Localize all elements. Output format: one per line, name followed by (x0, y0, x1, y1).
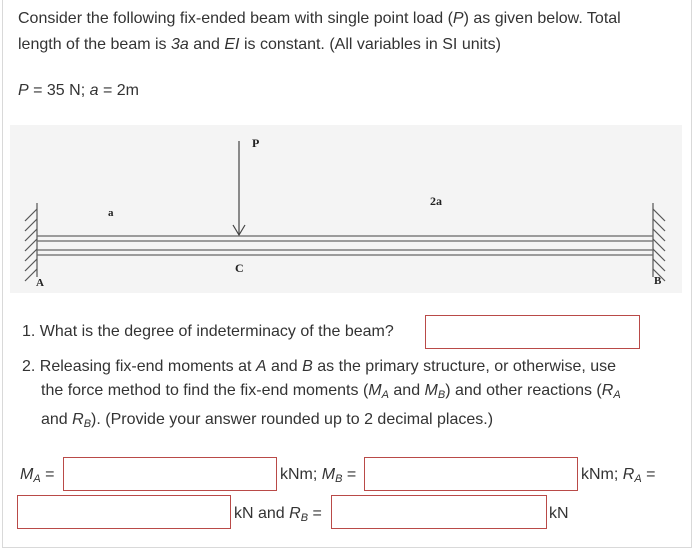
rb-input[interactable] (331, 495, 547, 529)
support-b-label: B (654, 275, 662, 287)
given-values: P = 35 N; a = 2m (18, 82, 139, 99)
mb-label: kNm; $M_B$ = (280, 466, 357, 485)
rb-unit: kN (549, 505, 569, 522)
ma-label: $M_A$ = (20, 466, 55, 485)
rb-label: kN and $R_B$ = (234, 505, 322, 524)
intro-line-2: length of the beam is 3a and EI is constant. (All variables in SI units) (18, 36, 501, 53)
question-1-text: 1. What is the degree of indeterminacy of the beam? (22, 323, 394, 340)
ra-input[interactable] (17, 495, 231, 529)
span-label-2a: 2a (430, 194, 442, 208)
question-2-line-1: 2. Releasing fix-end moments at A and B as the primary structure, or otherwise, use (22, 358, 617, 375)
point-c-label: C (235, 261, 244, 275)
ra-label: kNm; $R_A$ = (581, 466, 656, 485)
question-2-line-2: the force method to find the fix-end moments ($M_A$ and $M_B$) and other reactions ($R_A$ (41, 382, 621, 401)
load-label: P (252, 136, 260, 150)
ma-input[interactable] (63, 457, 277, 491)
mb-input[interactable] (364, 457, 578, 491)
question-2-line-3: and $R_B$). (Provide your answer rounded up to 2 decimal places.) (41, 411, 494, 430)
span-label-a: a (108, 207, 114, 219)
support-a-label: A (36, 277, 44, 289)
beam-diagram (0, 125, 692, 295)
indeterminacy-input[interactable] (425, 315, 640, 349)
intro-line-1: Consider the following fix-ended beam with single point load (P) as given below. Total (18, 10, 621, 27)
